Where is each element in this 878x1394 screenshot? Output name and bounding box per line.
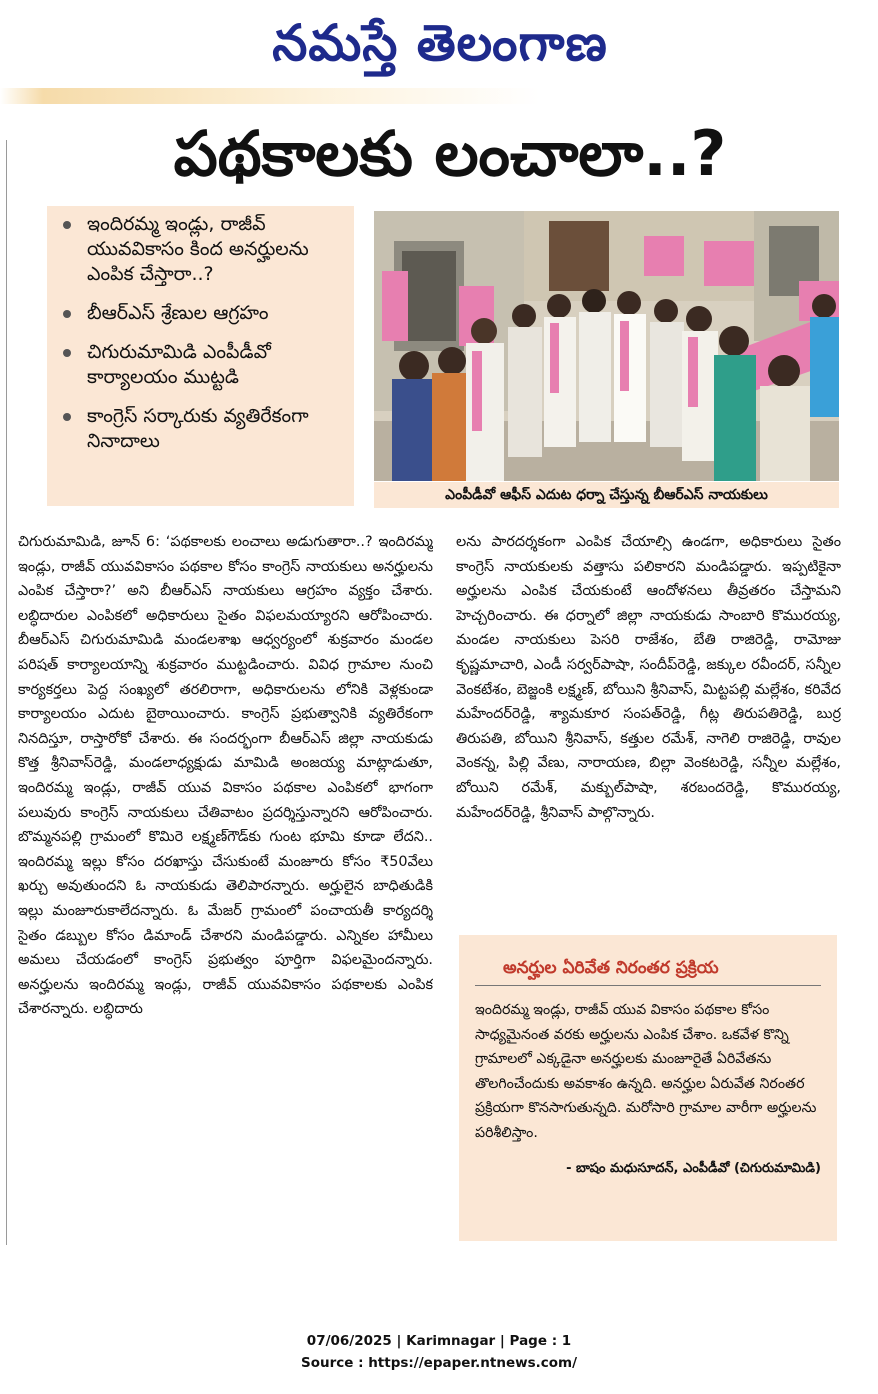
bullet-icon	[63, 413, 71, 421]
article-text: లను పారదర్శకంగా ఎంపిక చేయాల్సి ఉండగా, అధికారులు సైతం కాంగ్రెస్ నాయకులకు వత్తాసు పలికారని మండిపడ్డారు. ఇప్పటికైనా అర్హులను ఎంపిక చేయకుంటే ఆందోళనలు తీవ్రతరం చేస్తామని హెచ్చరించారు. ఈ ధర్నాలో జిల్లా నాయకుడు సాంబారి కొమురయ్య, మండల నాయకులు పెసరి రాజేశం, బేతి రాజిరెడ్డి, రామోజు కృష్ణమాచారి, ఎండీ సర్వర్‌పాషా, సందీప్‌రెడ్డి, జక్కుల రవీందర్, సన్నీల వెంకటేశం, బెజ్జంకి లక్ష్మణ్, బోయిని శ్రీనివాస్, మిట్టపల్లి మల్లేశం, కరివేద మహేందర్‌రెడ్డి, శ్యామకూర సంపత్‌రెడ్డి, గీట్ల తిరుపతిరెడ్డి, బుర్ర తిరుపతి, బోయిని శ్రీనివాస్, కత్తుల రమేశ్, నాగెలి రాజిరెడ్డి, రావుల వెంకన్న, పిల్లి వేణు, నారాయణ, బిల్లా వెంకటరెడ్డి, సన్నీల మల్లేశం, బోయిని రమేశ్, మక్బుల్‌పాషా, శరబందరెడ్డి, కొమురయ్య, మహేందర్‌రెడ్డి, శ్రీనివాస్ పాల్గొన్నారు.	[456, 534, 841, 821]
bullet-icon	[63, 349, 71, 357]
highlight-text: చిగురుమామిడి ఎంపీడీవో కార్యాలయం ముట్టడి	[87, 341, 271, 388]
headline: పథకాలకు లంచాలా..?	[173, 117, 727, 190]
column-rule	[6, 140, 7, 1245]
highlight-item	[61, 301, 344, 326]
official-quote-box	[459, 935, 837, 1241]
highlights-box	[47, 206, 354, 506]
quote-title: అనర్హుల ఏరివేత నిరంతర ప్రక్రియ	[503, 958, 719, 978]
bullet-icon	[63, 310, 71, 318]
highlight-text: కాంగ్రెస్ సర్కారుకు వ్యతిరేకంగా నినాదాలు	[87, 405, 309, 452]
masthead-rule	[0, 88, 540, 104]
bullet-icon	[63, 221, 71, 229]
quote-divider	[475, 985, 821, 986]
masthead-logo: నమస్తే తెలంగాణ	[272, 14, 608, 72]
highlight-item	[61, 340, 344, 390]
highlight-text: ఇందిరమ్మ ఇండ్లు, రాజీవ్ యువవికాసం కింద అనర్హులను ఎంపిక చేస్తారా..?	[87, 213, 309, 285]
footer-source-link[interactable]: Source : https://epaper.ntnews.com/	[300, 1355, 578, 1371]
highlight-text: బీఆర్ఎస్ శ్రేణుల ఆగ్రహం	[87, 302, 269, 324]
article-column-2	[456, 530, 841, 920]
quote-body: ఇందిరమ్మ ఇండ్లు, రాజీవ్ యువ వికాసం పథకాల కోసం సాధ్యమైనంత వరకు అర్హులను ఎంపిక చేశాం. ఒకవేళ కొన్ని గ్రామాలలో ఎక్కడైనా అనర్హులకు మంజూరైతే ఏరివేతను తొలగించేందుకు అవకాశం ఉన్నది. అనర్హుల ఏరువేత నిరంతర ప్రక్రియగా కొనసాగుతున్నది. మరోసారి గ్రామాల వారీగా అర్హులను పరిశీలిస్తాం.	[475, 1002, 817, 1141]
page-footer	[0, 1330, 878, 1374]
footer-date-line: 07/06/2025 | Karimnagar | Page : 1	[306, 1333, 572, 1349]
highlight-item	[61, 404, 344, 454]
quote-signature: - బాషం మధుసూదన్, ఎంపీడీవో (చిగురుమామిడి)	[566, 1160, 821, 1176]
news-photo	[374, 211, 839, 481]
article-column-1	[18, 530, 433, 1245]
article-text: చిగురుమామిడి, జూన్ 6: ‘పథకాలకు లంచాలు అడుగుతారా..? ఇందిరమ్మ ఇండ్లు, రాజీవ్ యువవికాసం పథకాల కోసం కాంగ్రెస్ నాయకులు అనర్హులను ఎంపిక చేస్తారా?’ అని బీఆర్ఎస్ నాయకులు ఆగ్రహం వ్యక్తం చేశారు. లబ్ధిదారుల ఎంపికలో అధికారులు సైతం విఫలమయ్యారని ఆరోపించారు. బీఆర్ఎస్ చిగురుమామిడి మండలశాఖ ఆధ్వర్యంలో శుక్రవారం మండల పరిషత్ కార్యాలయాన్ని శుక్రవారం ముట్టడించారు. వివిధ గ్రామాల నుంచి కార్యకర్తలు పెద్ద సంఖ్యలో తరలిరాగా, అధికారులను లోనికి వెళ్లకుండా కార్యాలయం ఎదుట బైఠాయించారు. కాంగ్రెస్ ప్రభుత్వానికి వ్యతిరేకంగా నినదిస్తూ, రాస్తారోకో చేశారు. ఈ సందర్భంగా బీఆర్ఎస్ జిల్లా నాయకుడు కొత్త శ్రీనివాస్‌రెడ్డి, మండలాధ్యక్షుడు మామిడి అంజయ్య మాట్లాడుతూ, ఇందిరమ్మ ఇండ్లు, రాజీవ్ యువ వికాసం పథకాల ఎంపికలో భాగంగా పలువురు కాంగ్రెస్ నాయకులు చేతివాటం ప్రదర్శిస్తున్నారని ఆరోపించారు. బొమ్మనపల్లి గ్రామంలో కొమిరె లక్ష్మణ్‌గౌడ్‌కు గుంట భూమి కూడా లేదని.. ఇందిరమ్మ ఇల్లు కోసం దరఖాస్తు చేసుకుంటే మంజూరు కోసం ₹50వేలు ఖర్చు అవుతుందని ఓ నాయకుడు తెలిపారన్నారు. అర్హులైన బాధితుడికి ఇల్లు మంజూరుకాలేదన్నారు. ఓ మేజర్ గ్రామంలో పంచాయతీ కార్యదర్శి సైతం డబ్బుల కోసం డిమాండ్ చేశారని మండిపడ్డారు. ఎన్నికల హామీలు అమలు చేయడంలో కాంగ్రెస్ ప్రభుత్వం పూర్తిగా విఫలమైందన్నారు. అనర్హులను ఇందిరమ్మ ఇండ్లు, రాజీవ్ యువవికాసం పథకాలకు ఎంపిక చేశారన్నారు. లబ్ధిదారు	[18, 534, 433, 1018]
photo-caption: ఎంపీడీవో ఆఫీస్ ఎదుట ధర్నా చేస్తున్న బీఆర్ఎస్ నాయకులు	[374, 482, 839, 508]
highlight-item	[61, 212, 344, 287]
protest-photo-illustration	[374, 211, 839, 481]
